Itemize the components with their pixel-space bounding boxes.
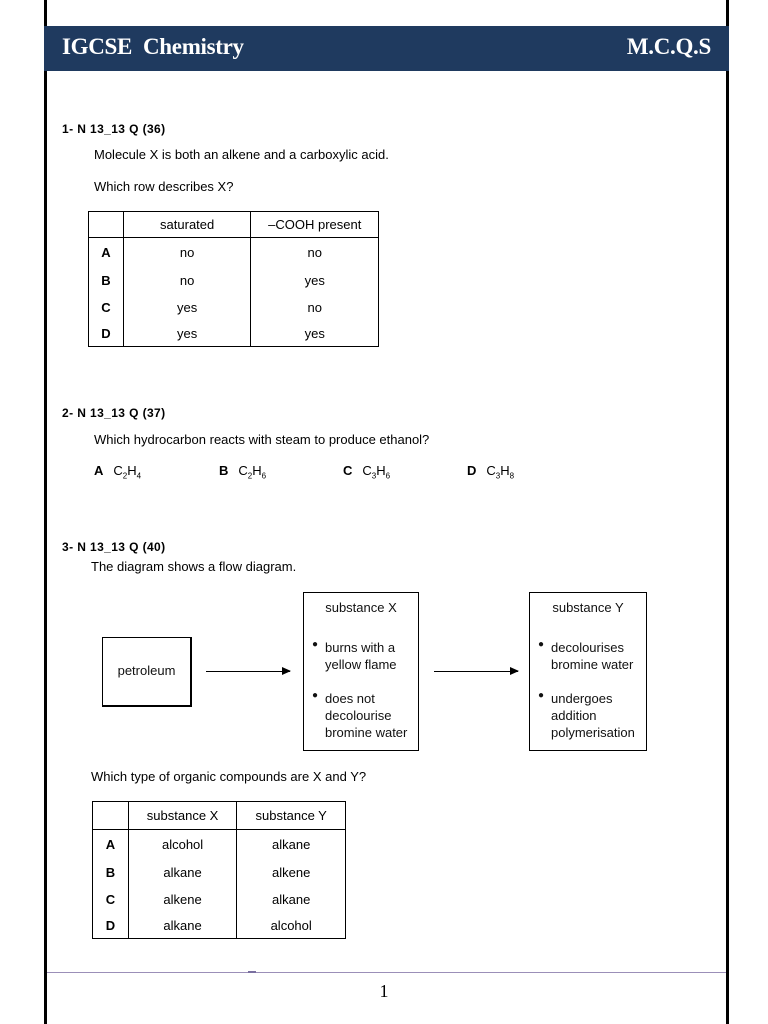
table-header-row	[89, 212, 379, 238]
table-row	[93, 859, 346, 886]
option-b: B $C_2H_6$	[219, 463, 267, 481]
table-row	[93, 913, 346, 939]
substance-y-title: substance Y	[552, 600, 624, 615]
table-cell: alcohol	[128, 830, 237, 859]
question-1-text: Molecule X is both an alkene and a carboxylic acid.	[94, 147, 389, 162]
arrow-right-icon	[434, 671, 518, 672]
table-cell: alcohol	[237, 913, 346, 939]
table-row	[89, 267, 379, 294]
table-cell: no	[123, 238, 251, 267]
substance-x-title: substance X	[325, 600, 397, 615]
question-3-heading: 3- N 13_13 Q (40)	[62, 540, 166, 554]
option-c: C $C_3H_6$	[343, 463, 391, 481]
table-cell: alkane	[237, 830, 346, 859]
bullet-icon: ●	[312, 690, 319, 701]
header-bar	[44, 26, 729, 71]
question-2-text: Which hydrocarbon reacts with steam to produce ethanol?	[94, 432, 430, 447]
row-letter: B	[89, 267, 124, 294]
table-cell: alkene	[128, 886, 237, 913]
bullet-icon: ●	[538, 690, 545, 701]
row-letter: D	[89, 321, 124, 347]
table-header-cell: saturated	[123, 212, 251, 238]
arrow-right-icon	[206, 671, 290, 672]
petroleum-label: petroleum	[117, 663, 176, 678]
table-header-cell: substance Y	[237, 802, 346, 830]
table-row	[93, 830, 346, 859]
substance-y-bullet-2: undergoes addition polymerisation	[551, 691, 635, 740]
table-cell: yes	[251, 267, 379, 294]
table-cell: yes	[251, 321, 379, 347]
substance-y-box	[529, 592, 647, 751]
option-letter: C	[343, 463, 353, 478]
table-header-cell: substance X	[128, 802, 237, 830]
question-1-table	[88, 211, 379, 347]
table-header-cell	[89, 212, 124, 238]
petroleum-box	[102, 637, 192, 707]
bullet-icon: ●	[312, 639, 319, 650]
table-row	[89, 294, 379, 321]
table-row	[89, 238, 379, 267]
question-1-heading: 1- N 13_13 Q (36)	[62, 122, 166, 136]
table-cell: alkane	[128, 859, 237, 886]
table-cell: no	[251, 294, 379, 321]
question-3-text: The diagram shows a flow diagram.	[91, 559, 297, 574]
row-letter: D	[93, 913, 129, 939]
table-cell: no	[251, 238, 379, 267]
question-1-prompt: Which row describes X?	[94, 179, 234, 194]
table-header-cell	[93, 802, 129, 830]
table-row	[89, 321, 379, 347]
question-2-heading: 2- N 13_13 Q (37)	[62, 406, 166, 420]
option-letter: A	[94, 463, 104, 478]
table-cell: yes	[123, 294, 251, 321]
row-letter: C	[89, 294, 124, 321]
row-letter: A	[89, 238, 124, 267]
table-cell: no	[123, 267, 251, 294]
substance-x-bullet-1: burns with a yellow flame	[325, 640, 397, 672]
option-letter: B	[219, 463, 229, 478]
table-cell: alkene	[237, 859, 346, 886]
header-title: IGCSE Chemistry	[62, 34, 244, 59]
table-cell: alkane	[237, 886, 346, 913]
substance-x-bullet-2: does not decolourise bromine water	[325, 691, 408, 740]
table-header-row	[93, 802, 346, 830]
table-cell: alkane	[128, 913, 237, 939]
row-letter: C	[93, 886, 129, 913]
substance-x-box	[303, 592, 419, 751]
question-3-prompt: Which type of organic compounds are X and Y?	[91, 769, 367, 784]
question-3-table	[92, 801, 346, 939]
row-letter: A	[93, 830, 129, 859]
option-letter: D	[467, 463, 477, 478]
footer-divider	[47, 972, 726, 973]
table-cell: yes	[123, 321, 251, 347]
page-number: 1	[379, 981, 389, 1001]
header-right-label: M.C.Q.S	[626, 34, 711, 59]
bullet-icon: ●	[538, 639, 545, 650]
substance-y-bullet-1: decolourises bromine water	[551, 640, 634, 672]
option-d: D $C_3H_8$	[467, 463, 515, 481]
footer-mark	[248, 971, 256, 973]
table-row	[93, 886, 346, 913]
table-header-cell: –COOH present	[251, 212, 379, 238]
row-letter: B	[93, 859, 129, 886]
option-a: A $C_2H_4$	[94, 463, 142, 481]
